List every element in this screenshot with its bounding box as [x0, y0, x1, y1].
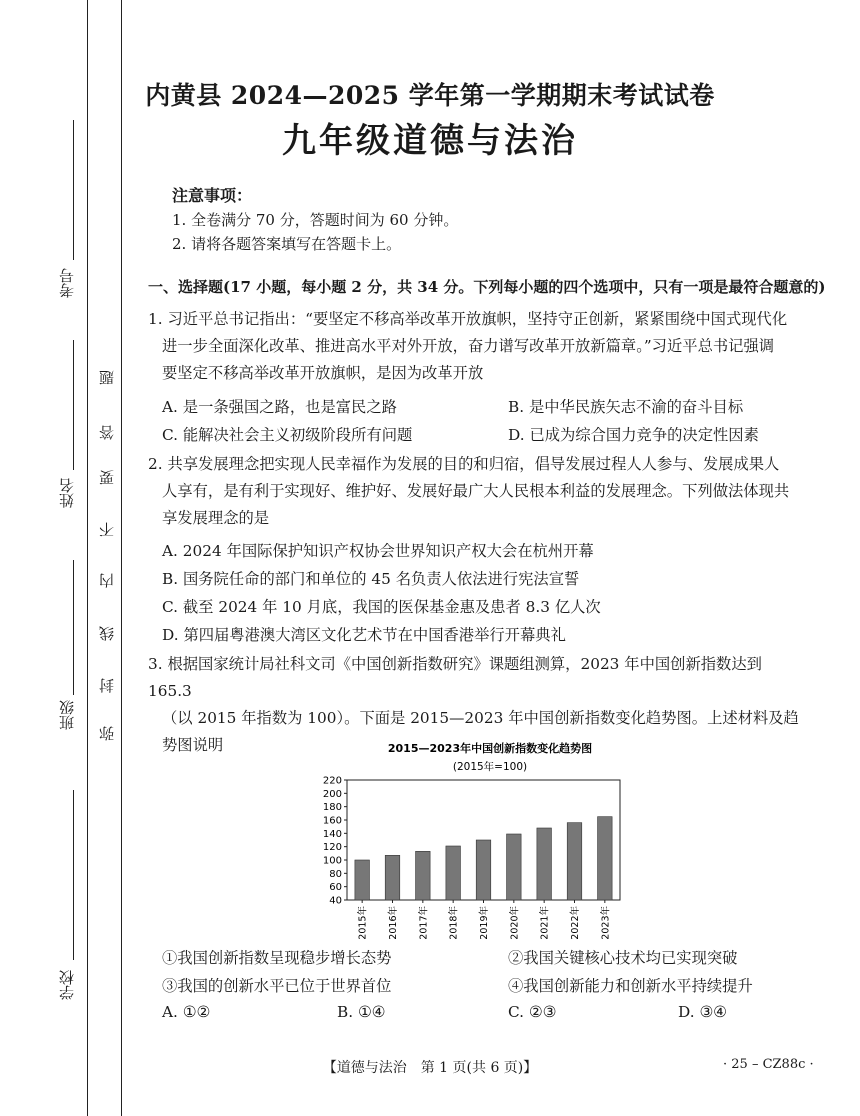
x-tick-label: 2016年: [388, 906, 399, 940]
section-heading: 一、选择题(17 小题，每小题 2 分，共 34 分。下列每小题的四个选项中，只有一项是最符合题意的): [148, 278, 826, 296]
question-text: 3. 根据国家统计局社科文司《中国创新指数研究》课题组测算，2023 年中国创新指数达到 165.3: [148, 655, 762, 700]
option-b: B. 是中华民族矢志不渝的奋斗目标: [508, 398, 744, 416]
note-item: 1. 全卷满分 70 分，答题时间为 60 分钟。: [172, 211, 459, 229]
school-line: [73, 790, 74, 960]
question-text: 2. 共享发展理念把实现人民幸福作为发展的目的和归宿，倡导发展过程人人参与、发展成果人: [148, 455, 780, 473]
margin-line-outer: [87, 0, 88, 1116]
y-tick-label: 40: [329, 895, 342, 907]
chart-subtitle: (2015年=100): [452, 761, 528, 773]
y-tick-label: 80: [329, 868, 342, 880]
question-2: [148, 451, 810, 532]
page-footer: 【道德与法治 第 1 页(共 6 页)】: [322, 1060, 538, 1076]
question-text: 进一步全面深化改革、推进高水平对外开放，奋力谱写改革开放新篇章。”习近平总书记强调: [162, 337, 775, 355]
y-tick-label: 60: [329, 882, 342, 894]
seal-char: 线: [98, 626, 116, 641]
bar: [355, 860, 370, 900]
y-tick-label: 120: [322, 842, 342, 854]
question-text: 人享有，是有利于实现好、维护好、发展好最广大人民根本利益的发展理念。下列做法体现共: [162, 482, 790, 500]
x-tick-label: 2015年: [357, 906, 369, 940]
notes: [172, 184, 458, 256]
option-c: C. ②③: [508, 1003, 557, 1021]
option-c: C. 截至 2024 年 10 月底，我国的医保基金惠及患者 8.3 亿人次: [162, 598, 601, 616]
bar: [567, 823, 582, 900]
exam-subject: 九年级道德与法治: [282, 121, 578, 161]
chart-title: 2015—2023年中国创新指数变化趋势图: [387, 742, 593, 755]
question-text: 势图说明: [162, 736, 224, 754]
option-d: D. ③④: [678, 1003, 727, 1021]
bar: [476, 840, 491, 900]
x-tick-label: 2022年: [570, 906, 581, 940]
question-text: 要坚定不移高举改革开放旗帜，是因为改革开放: [162, 364, 484, 382]
seal-char: 弥: [98, 726, 116, 741]
bar: [537, 828, 552, 900]
x-tick-label: 2019年: [479, 906, 490, 940]
question-text: 享发展理念的是: [162, 509, 270, 527]
name-line: [73, 340, 74, 470]
y-tick-label: 200: [322, 788, 342, 800]
x-tick-label: 2020年: [509, 906, 521, 940]
statement-2: ②我国关键核心技术均已实现突破: [508, 949, 738, 967]
y-tick-label: 180: [322, 802, 342, 814]
option-d: D. 已成为综合国力竞争的决定性因素: [508, 426, 759, 444]
statement-1: ①我国创新指数呈现稳步增长态势: [162, 949, 392, 967]
class-line: [73, 560, 74, 695]
seal-char: 内: [98, 573, 116, 588]
seal-char: 不: [98, 522, 116, 537]
bar: [446, 846, 461, 900]
paper-code: · 25 – CZ88c ·: [723, 1057, 814, 1072]
y-tick-label: 140: [322, 828, 342, 840]
question-1: [148, 306, 810, 387]
seal-char: 答: [98, 425, 116, 440]
statement-3: ③我国的创新水平已位于世界首位: [162, 977, 392, 995]
class-label: 班级: [58, 700, 76, 730]
notes-heading: 注意事项：: [172, 186, 253, 205]
option-a: A. 是一条强国之路，也是富民之路: [162, 398, 397, 416]
seal-char: 题: [98, 370, 116, 385]
x-tick-label: 2021年: [539, 906, 551, 940]
y-tick-label: 100: [322, 855, 342, 867]
school-label: 学校: [58, 970, 76, 1000]
option-b: B. ①④: [337, 1003, 386, 1021]
statement-4: ④我国创新能力和创新水平持续提升: [508, 977, 753, 995]
x-tick-label: 2018年: [448, 906, 460, 940]
bar: [507, 834, 522, 900]
seal-char: 封: [98, 678, 116, 693]
x-tick-label: 2023年: [600, 906, 612, 940]
y-tick-label: 220: [322, 775, 342, 787]
question-text: 1. 习近平总书记指出：“要坚定不移高举改革开放旗帜，坚持守正创新，紧紧围绕中国式现代化: [148, 310, 788, 328]
seal-char: 要: [98, 470, 116, 485]
bar: [416, 851, 431, 900]
option-b: B. 国务院任命的部门和单位的 45 名负责人依法进行宪法宣誓: [162, 570, 580, 588]
exam-number-label: 考号: [58, 268, 76, 298]
question-text: （以 2015 年指数为 100）。下面是 2015—2023 年中国创新指数变化趋势图。上述材料及趋: [162, 709, 799, 727]
bar-chart: [315, 740, 635, 940]
margin-line-inner: [121, 0, 122, 1116]
y-tick-label: 160: [322, 815, 342, 827]
option-c: C. 能解决社会主义初级阶段所有问题: [162, 426, 413, 444]
note-item: 2. 请将各题答案填写在答题卡上。: [172, 235, 402, 253]
option-d: D. 第四届粤港澳大湾区文化艺术节在中国香港举行开幕典礼: [162, 626, 566, 644]
name-label: 姓名: [58, 478, 76, 508]
x-tick-label: 2017年: [418, 906, 430, 940]
bar: [385, 855, 400, 900]
option-a: A. 2024 年国际保护知识产权协会世界知识产权大会在杭州开幕: [162, 542, 594, 560]
option-a: A. ①②: [162, 1003, 211, 1021]
bar: [598, 817, 613, 900]
exam-title: 内黄县 2024—2025 学年第一学期期末考试试卷: [145, 81, 715, 110]
